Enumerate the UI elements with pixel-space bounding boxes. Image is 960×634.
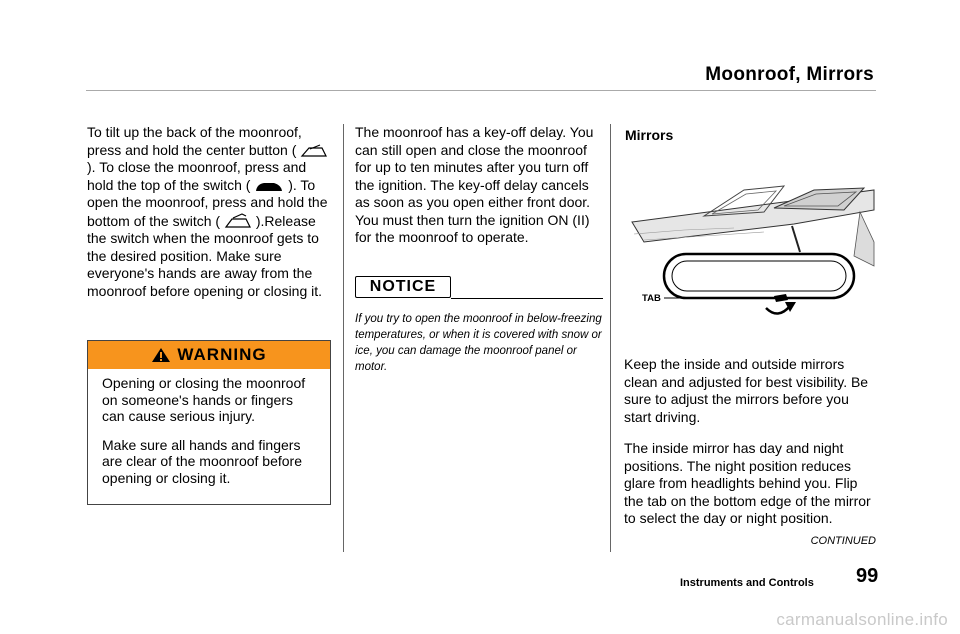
tilt-text-1: To tilt up the back of the moonroof, press and hold the center button ( — [87, 124, 302, 158]
section-label: Instruments and Controls — [680, 577, 814, 589]
column-divider-2 — [610, 124, 611, 552]
moonroof-tilt-paragraph — [87, 124, 332, 300]
mirrors-heading: Mirrors — [625, 127, 674, 143]
moonroof-open-icon — [224, 212, 252, 230]
warning-text-2: Make sure all hands and fingers are clear of the moonroof before opening or closing it. — [102, 436, 303, 486]
tab-label: TAB — [642, 293, 661, 304]
mirrors-section — [624, 356, 878, 528]
mirrors-paragraph-2: The inside mirror has day and night positions. The night position reduces glare from headlights behind you. Flip the tab on the bottom edge of the mirror to select the day or night position. — [624, 440, 871, 526]
notice-badge: NOTICE — [355, 276, 451, 298]
warning-header — [88, 341, 330, 369]
header-rule — [86, 90, 876, 91]
continued-label: CONTINUED — [810, 535, 876, 547]
tilt-text-3: ). To open the moonroof, press and hold the bottom of the switch ( — [87, 176, 328, 229]
column-divider-1 — [343, 124, 344, 552]
notice-rule — [451, 298, 603, 299]
page-number: 99 — [856, 565, 879, 587]
tilt-text-4: ).Release the switch when the moonroof gets to the desired position. Make sure everyone's hands are away from the moonroof before opening or closing it. — [87, 212, 323, 299]
warning-triangle-icon — [151, 347, 171, 363]
warning-title: WARNING — [177, 345, 267, 364]
key-off-delay-paragraph: The moonroof has a key-off delay. You can still open and close the moonroof for up to ten minutes after you turn off the ignition. The key-off delay cancels as soon as you open either front door. You must then turn the ignition ON (II) for the moonroof to operate. — [355, 124, 594, 245]
moonroof-instructions — [87, 124, 332, 300]
mirrors-paragraph-1: Keep the inside and outside mirrors clean and adjusted for best visibility. Be sure to adjust the mirrors before you start driving. — [624, 356, 869, 425]
page-title: Moonroof, Mirrors — [705, 64, 874, 85]
watermark: carmanualsonline.info — [776, 610, 948, 629]
moonroof-tilt-icon — [300, 143, 328, 159]
notice-text: If you try to open the moonroof in below-freezing temperatures, or when it is covered with snow or ice, you can damage the moonroof panel or motor. — [355, 313, 602, 373]
moonroof-close-icon — [254, 178, 284, 194]
rearview-mirror-illustration — [624, 182, 878, 322]
warning-box — [87, 340, 331, 505]
tilt-text-2: ). To close the moonroof, press and hold the top of the switch ( — [87, 159, 307, 193]
key-off-delay-section — [355, 124, 603, 247]
warning-text-1: Opening or closing the moonroof on someone's hands or fingers can cause serious injury. — [102, 375, 306, 424]
